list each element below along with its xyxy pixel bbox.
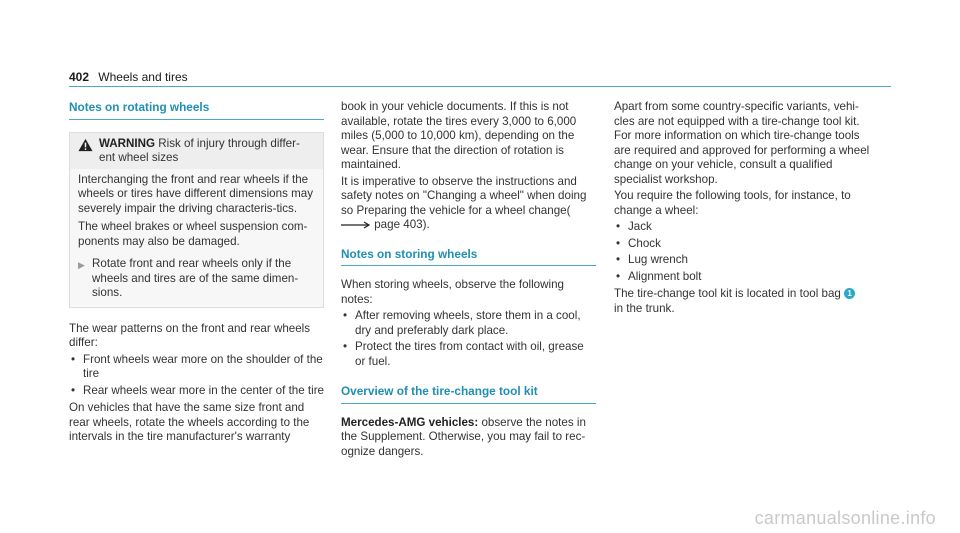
page-header bbox=[69, 70, 188, 86]
paragraph: Apart from some country-specific variants, vehi-cles are not equipped with a tire-change tool kit. For more information on which tire-change tools are required and approved for performing a wheel change on your vehicle, consult a qualified specialist workshop. bbox=[614, 100, 870, 186]
warning-triangle-icon bbox=[78, 138, 93, 152]
list-item: • Protect the tires from contact with oil, grease or fuel. bbox=[341, 340, 596, 369]
paragraph: The wear patterns on the front and rear wheels differ: bbox=[69, 321, 311, 349]
warning-action bbox=[78, 253, 315, 301]
list-item: • Rear wheels wear more in the center of the tire bbox=[69, 384, 324, 399]
play-arrow-icon: ▶ bbox=[78, 260, 85, 270]
list-item: • Lug wrench bbox=[614, 253, 874, 268]
long-arrow-right-icon bbox=[341, 221, 371, 229]
paragraph: You require the following tools, for instance, to change a wheel: bbox=[614, 189, 851, 217]
warning-action-text: Rotate front and rear wheels only if the wheels and tires are of the same dimen-sions. bbox=[92, 257, 299, 299]
section-title: Wheels and tires bbox=[98, 70, 188, 84]
bullet-list bbox=[614, 220, 874, 284]
bullet-list bbox=[69, 353, 324, 399]
paragraph: book in your vehicle documents. If this is not available, rotate the tires every 3,000 to 6,000 miles (5,000 to 10,000 km), depending on the wear. Ensure that the direction of rotation is maintained. bbox=[341, 100, 577, 171]
heading-tool-kit: Overview of the tire-change tool kit bbox=[341, 384, 596, 404]
list-item: • Alignment bolt bbox=[614, 270, 874, 285]
warning-lead: Risk of injury through differ-ent wheel sizes bbox=[99, 136, 300, 164]
page-number: 402 bbox=[69, 70, 90, 84]
list-item: • Front wheels wear more on the shoulder of the tire bbox=[69, 353, 324, 382]
warning-paragraph: The wheel brakes or wheel suspension com-ponents may also be damaged. bbox=[78, 220, 308, 248]
amg-label: Mercedes-AMG vehicles: bbox=[341, 415, 479, 429]
column-2 bbox=[341, 100, 596, 461]
paragraph: On vehicles that have the same size front and rear wheels, rotate the wheels according to the intervals in the tire manufacturer's warranty bbox=[69, 401, 310, 443]
paragraph: Mercedes-AMG vehicles: observe the notes in the Supplement. Otherwise, you may fail to rec-ognize dangers. bbox=[341, 415, 586, 458]
warning-paragraph: Interchanging the front and rear wheels if the wheels or tires have different dimensions may severely impair the driving characteris-tics. bbox=[78, 172, 313, 215]
column-3 bbox=[614, 100, 874, 318]
page-reference-link[interactable]: change( page 403). bbox=[341, 204, 570, 232]
list-item: • Jack bbox=[614, 220, 874, 235]
heading-storing-wheels: Notes on storing wheels bbox=[341, 247, 596, 267]
warning-box bbox=[69, 132, 324, 308]
heading-rotating-wheels: Notes on rotating wheels bbox=[69, 100, 324, 120]
list-item: • After removing wheels, store them in a cool, dry and preferably dark place. bbox=[341, 309, 596, 338]
paragraph: When storing wheels, observe the following notes: bbox=[341, 278, 564, 306]
paragraph: It is imperative to observe the instructions and safety notes on "Changing a wheel" when doing so Preparing the vehicle for a wheel change( page 403). bbox=[341, 174, 587, 231]
warning-header bbox=[70, 133, 323, 169]
warning-label: WARNING bbox=[99, 136, 156, 150]
callout-badge: 1 bbox=[844, 288, 855, 299]
warning-body bbox=[70, 169, 323, 307]
paragraph: The tire-change tool kit is located in tool bag 1 in the trunk. bbox=[614, 287, 874, 316]
list-item: • Chock bbox=[614, 237, 874, 252]
column-1 bbox=[69, 100, 324, 447]
header-rule bbox=[69, 86, 891, 87]
watermark: carmanualsonline.info bbox=[754, 507, 936, 528]
bullet-list bbox=[341, 309, 596, 369]
